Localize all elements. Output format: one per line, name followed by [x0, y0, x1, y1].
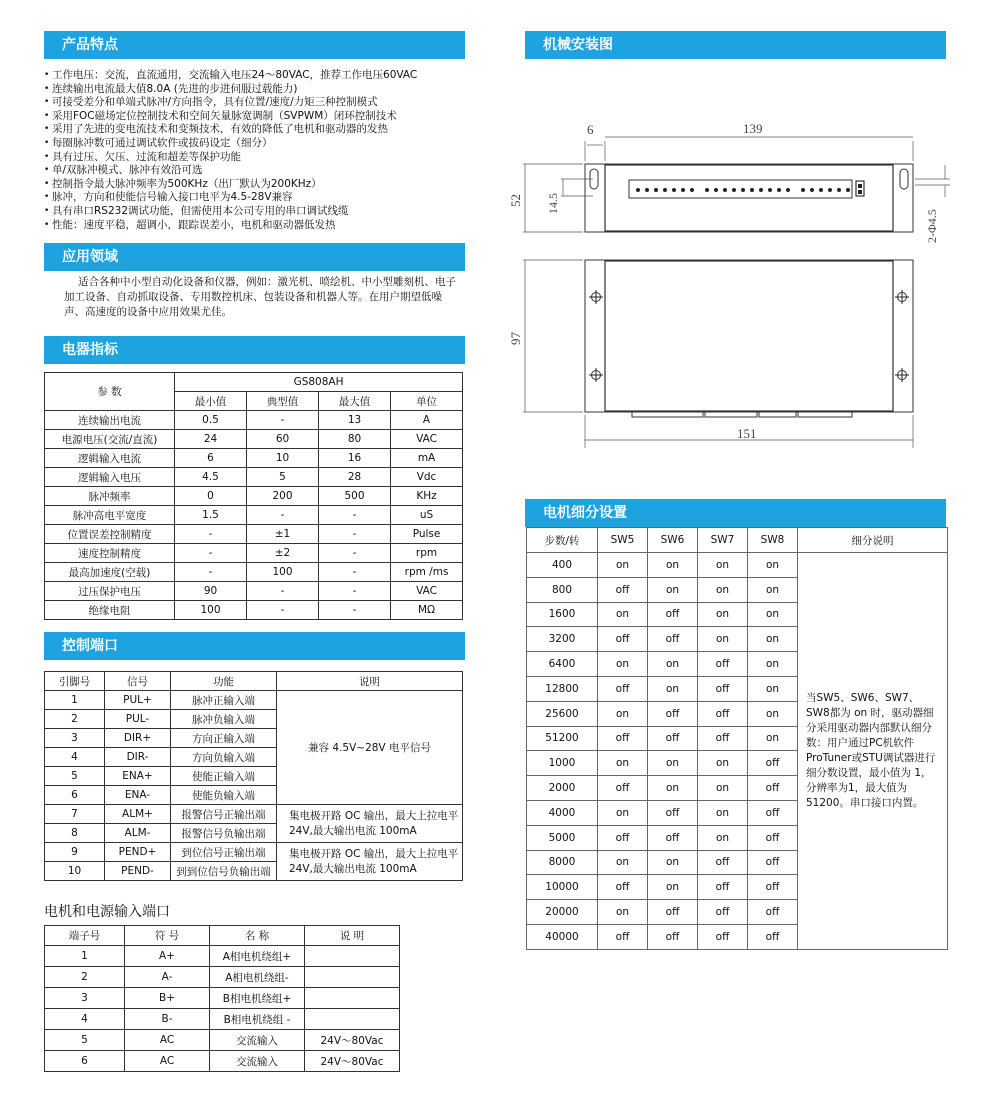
cell-switch: off: [648, 627, 698, 652]
cell-sym: AC: [125, 1051, 210, 1072]
cell-switch: on: [648, 676, 698, 701]
cell-unit: rpm: [391, 544, 463, 563]
cell-name: 逻辑输入电压: [45, 468, 175, 487]
cell-signal: ALM-: [105, 824, 171, 843]
electrical-spec-table: [44, 372, 463, 620]
cell-max: -: [319, 506, 391, 525]
cell-steps: 1000: [527, 751, 598, 776]
cell-unit: Vdc: [391, 468, 463, 487]
cell-switch: off: [598, 726, 648, 751]
cell-pin: 6: [45, 786, 105, 805]
cell-steps: 400: [527, 553, 598, 578]
cell-min: -: [175, 563, 247, 582]
col-header: 信号: [105, 672, 171, 691]
cell-switch: on: [648, 850, 698, 875]
cell-switch: off: [698, 726, 748, 751]
cell-steps: 25600: [527, 701, 598, 726]
dim-139: 139: [743, 121, 763, 136]
cell-switch: off: [648, 602, 698, 627]
cell-switch: off: [748, 924, 798, 949]
cell-name: 最高加速度(空载): [45, 563, 175, 582]
cell-switch: on: [748, 627, 798, 652]
cell-desc: [305, 1009, 400, 1030]
cell-switch: on: [598, 701, 648, 726]
table-row: [45, 487, 463, 506]
cell-switch: off: [748, 875, 798, 900]
cell-switch: off: [748, 800, 798, 825]
cell-max: -: [319, 582, 391, 601]
cell-switch: on: [748, 577, 798, 602]
cell-max: -: [319, 525, 391, 544]
cell-name: A相电机绕组-: [210, 967, 305, 988]
cell-switch: on: [598, 553, 648, 578]
cell-name: 逻辑输入电流: [45, 449, 175, 468]
cell-name: 交流输入: [210, 1030, 305, 1051]
col-header: 单位: [391, 392, 463, 411]
cell-switch: on: [748, 726, 798, 751]
cell-switch: off: [648, 701, 698, 726]
section-header-installation: 机械安装图: [525, 31, 946, 59]
cell-name: 过压保护电压: [45, 582, 175, 601]
cell-switch: on: [648, 875, 698, 900]
cell-name: B相电机绕组+: [210, 988, 305, 1009]
cell-switch: on: [598, 900, 648, 925]
cell-switch: on: [598, 652, 648, 677]
power-port-table: [44, 925, 400, 1072]
col-header: 名 称: [210, 926, 305, 946]
col-header: 最大值: [319, 392, 391, 411]
features-list: [44, 69, 464, 232]
col-header: SW8: [748, 528, 798, 553]
cell-steps: 51200: [527, 726, 598, 751]
table-row: [45, 506, 463, 525]
cell-typ: 10: [247, 449, 319, 468]
cell-typ: -: [247, 601, 319, 620]
cell-function: 使能正输入端: [171, 767, 277, 786]
cell-desc: 24V～80Vac: [305, 1051, 400, 1072]
feature-item: • 性能：速度平稳，超调小，跟踪误差小，电机和驱动器低发热: [44, 219, 464, 233]
cell-signal: PUL+: [105, 691, 171, 710]
cell-max: 500: [319, 487, 391, 506]
cell-max: 28: [319, 468, 391, 487]
cell-switch: on: [748, 652, 798, 677]
cell-pin: 10: [45, 862, 105, 881]
applications-text: 适合各种中小型自动化设备和仪器，例如：激光机、喷绘机、中小型雕刻机、电子加工设备、自动抓取设备、专用数控机床、包装设备和机器人等。在用户期望低噪声、高速度的设备中应用效果尤佳。: [64, 276, 456, 318]
cell-min: 24: [175, 430, 247, 449]
table-row: [45, 691, 463, 710]
table-row: [527, 553, 948, 578]
cell-function: 使能负输入端: [171, 786, 277, 805]
cell-no: 4: [45, 1009, 125, 1030]
cell-function: 报警信号负输出端: [171, 824, 277, 843]
cell-switch: off: [648, 825, 698, 850]
feature-item: • 采用了先进的变电流技术和变频技术，有效的降低了电机和驱动器的发热: [44, 123, 464, 137]
cell-desc: [305, 946, 400, 967]
cell-signal: ALM+: [105, 805, 171, 824]
cell-switch: on: [698, 825, 748, 850]
cell-switch: off: [698, 652, 748, 677]
cell-switch: on: [598, 602, 648, 627]
cell-name: 连续输出电流: [45, 411, 175, 430]
cell-switch: off: [748, 776, 798, 801]
cell-signal: PEND+: [105, 843, 171, 862]
cell-switch: on: [648, 652, 698, 677]
col-header: 细分说明: [798, 528, 948, 553]
cell-steps: 8000: [527, 850, 598, 875]
cell-switch: off: [598, 627, 648, 652]
cell-typ: -: [247, 506, 319, 525]
col-header: 功能: [171, 672, 277, 691]
cell-switch: off: [598, 676, 648, 701]
cell-switch: on: [748, 602, 798, 627]
feature-item: • 工作电压：交流，直流通用，交流输入电压24～80VAC，推荐工作电压60VAC: [44, 69, 464, 83]
cell-function: 方向正输入端: [171, 729, 277, 748]
feature-item: • 具有过压、欠压、过流和超差等保护功能: [44, 151, 464, 165]
cell-function: 到到位信号负输出端: [171, 862, 277, 881]
section-header-control: 控制端口: [44, 632, 465, 660]
cell-max: -: [319, 544, 391, 563]
cell-unit: A: [391, 411, 463, 430]
cell-switch: on: [648, 776, 698, 801]
feature-item: • 脉冲，方向和使能信号输入接口电平为4.5-28V兼容: [44, 191, 464, 205]
col-header: SW6: [648, 528, 698, 553]
col-header: 最小值: [175, 392, 247, 411]
cell-function: 报警信号正输出端: [171, 805, 277, 824]
cell-name: 交流输入: [210, 1051, 305, 1072]
cell-max: 13: [319, 411, 391, 430]
col-header: SW5: [598, 528, 648, 553]
cell-switch: on: [648, 553, 698, 578]
cell-signal: DIR+: [105, 729, 171, 748]
cell-min: 0: [175, 487, 247, 506]
feature-item: • 控制指令最大脉冲频率为500KHz（出厂默认为200KHz）: [44, 178, 464, 192]
col-header: 端子号: [45, 926, 125, 946]
cell-no: 2: [45, 967, 125, 988]
cell-typ: ±2: [247, 544, 319, 563]
cell-switch: on: [698, 553, 748, 578]
dim-151: 151: [737, 426, 757, 441]
dim-6: 6: [587, 122, 594, 137]
cell-switch: on: [648, 751, 698, 776]
cell-min: -: [175, 525, 247, 544]
cell-unit: VAC: [391, 582, 463, 601]
cell-typ: -: [247, 582, 319, 601]
cell-switch: off: [648, 800, 698, 825]
cell-pin: 3: [45, 729, 105, 748]
table-row: [45, 1009, 400, 1030]
installation-drawing: [505, 115, 955, 455]
section-header-electrical: 电器指标: [44, 336, 465, 364]
cell-steps: 4000: [527, 800, 598, 825]
dim-14-5: 14.5: [546, 193, 560, 214]
feature-item: • 每圈脉冲数可通过调试软件或拔码设定（细分）: [44, 137, 464, 151]
cell-switch: on: [598, 751, 648, 776]
table-row: [45, 601, 463, 620]
dim-hole: 2-Φ4.5: [925, 209, 939, 243]
table-row: [45, 988, 400, 1009]
cell-typ: 200: [247, 487, 319, 506]
cell-switch: off: [698, 875, 748, 900]
mount-slot-right: [900, 169, 908, 189]
cell-unit: VAC: [391, 430, 463, 449]
cell-switch: off: [748, 850, 798, 875]
cell-unit: MΩ: [391, 601, 463, 620]
cell-signal: ENA+: [105, 767, 171, 786]
col-header: 步数/转: [527, 528, 598, 553]
cell-switch: on: [698, 751, 748, 776]
cell-unit: KHz: [391, 487, 463, 506]
desc-alarm: 集电极开路 OC 输出，最大上拉电平 24V,最大输出电流 100mA: [277, 805, 463, 843]
feature-item: • 具有串口RS232调试功能，但需使用本公司专用的串口调试线缆: [44, 205, 464, 219]
cell-desc: [305, 988, 400, 1009]
col-header: 说 明: [305, 926, 400, 946]
cell-steps: 800: [527, 577, 598, 602]
driver-front-outline: [585, 260, 913, 412]
feature-item: • 可接受差分和单端式脉冲/方向指令，具有位置/速度/力矩三种控制模式: [44, 96, 464, 110]
cell-name: 速度控制精度: [45, 544, 175, 563]
col-header: 说明: [277, 672, 463, 691]
cell-typ: -: [247, 411, 319, 430]
cell-switch: on: [598, 800, 648, 825]
cell-sym: AC: [125, 1030, 210, 1051]
feature-item: • 连续输出电流最大值8.0A (先进的步进伺服过载能力): [44, 83, 464, 97]
cell-sym: B-: [125, 1009, 210, 1030]
cell-min: 100: [175, 601, 247, 620]
cell-name: B相电机绕组 -: [210, 1009, 305, 1030]
cell-typ: 60: [247, 430, 319, 449]
cell-switch: off: [698, 676, 748, 701]
cell-max: 80: [319, 430, 391, 449]
cell-switch: on: [598, 850, 648, 875]
cell-sym: A+: [125, 946, 210, 967]
cell-min: 0.5: [175, 411, 247, 430]
cell-switch: on: [748, 553, 798, 578]
cell-signal: DIR-: [105, 748, 171, 767]
cell-steps: 1600: [527, 602, 598, 627]
cell-max: -: [319, 563, 391, 582]
cell-function: 脉冲负输入端: [171, 710, 277, 729]
cell-function: 方向负输入端: [171, 748, 277, 767]
cell-max: -: [319, 601, 391, 620]
cell-steps: 12800: [527, 676, 598, 701]
cell-signal: PEND-: [105, 862, 171, 881]
cell-min: 1.5: [175, 506, 247, 525]
cell-switch: on: [748, 676, 798, 701]
section-header-applications: 应用领域: [44, 243, 465, 271]
cell-steps: 3200: [527, 627, 598, 652]
table-row: [45, 843, 463, 862]
cell-switch: off: [698, 900, 748, 925]
control-port-table: [44, 671, 463, 881]
subdivision-table: [526, 527, 948, 950]
cell-sym: A-: [125, 967, 210, 988]
cell-unit: rpm /ms: [391, 563, 463, 582]
cell-switch: off: [648, 924, 698, 949]
table-row: [45, 967, 400, 988]
cell-switch: off: [648, 726, 698, 751]
cell-switch: on: [648, 577, 698, 602]
cell-switch: off: [598, 825, 648, 850]
cell-name: 脉冲高电平宽度: [45, 506, 175, 525]
cell-function: 脉冲正输入端: [171, 691, 277, 710]
cell-switch: off: [598, 776, 648, 801]
cell-switch: off: [598, 924, 648, 949]
cell-steps: 40000: [527, 924, 598, 949]
cell-switch: on: [748, 701, 798, 726]
cell-no: 1: [45, 946, 125, 967]
cell-no: 5: [45, 1030, 125, 1051]
cell-steps: 2000: [527, 776, 598, 801]
cell-pin: 1: [45, 691, 105, 710]
cell-steps: 10000: [527, 875, 598, 900]
desc-pend: 集电极开路 OC 输出，最大上拉电平 24V,最大输出电流 100mA: [277, 843, 463, 881]
desc-input: 兼容 4.5V~28V 电平信号: [277, 691, 463, 805]
cell-pin: 4: [45, 748, 105, 767]
col-header: 引脚号: [45, 672, 105, 691]
cell-signal: PUL-: [105, 710, 171, 729]
cell-switch: on: [698, 800, 748, 825]
cell-desc: [305, 967, 400, 988]
table-row: [45, 525, 463, 544]
cell-min: 90: [175, 582, 247, 601]
table-row: [45, 411, 463, 430]
model-header: GS808AH: [175, 373, 463, 392]
cell-signal: ENA-: [105, 786, 171, 805]
cell-min: 4.5: [175, 468, 247, 487]
cell-steps: 20000: [527, 900, 598, 925]
cell-steps: 6400: [527, 652, 598, 677]
cell-switch: on: [698, 602, 748, 627]
dim-97: 97: [508, 332, 523, 345]
cell-steps: 5000: [527, 825, 598, 850]
cell-pin: 2: [45, 710, 105, 729]
cell-switch: off: [648, 900, 698, 925]
cell-pin: 7: [45, 805, 105, 824]
section-header-features: 产品特点: [44, 31, 465, 59]
cell-switch: off: [698, 924, 748, 949]
cell-switch: off: [748, 751, 798, 776]
cell-switch: off: [598, 875, 648, 900]
cell-min: 6: [175, 449, 247, 468]
cell-switch: on: [698, 627, 748, 652]
cell-max: 16: [319, 449, 391, 468]
cell-pin: 5: [45, 767, 105, 786]
dim-52: 52: [508, 194, 523, 207]
table-row: [45, 430, 463, 449]
cell-name: 位置误差控制精度: [45, 525, 175, 544]
cell-no: 3: [45, 988, 125, 1009]
section-header-subdivision: 电机细分设置: [525, 499, 946, 527]
table-row: [45, 805, 463, 824]
cell-typ: 5: [247, 468, 319, 487]
table-row: [45, 946, 400, 967]
table-row: [45, 1051, 400, 1072]
table-row: [45, 563, 463, 582]
param-header: 参 数: [45, 373, 175, 411]
col-header: 符 号: [125, 926, 210, 946]
cell-name: 绝缘电阻: [45, 601, 175, 620]
cell-name: 电源电压(交流/直流): [45, 430, 175, 449]
cell-function: 到位信号正输出端: [171, 843, 277, 862]
cell-switch: off: [748, 825, 798, 850]
cell-pin: 9: [45, 843, 105, 862]
cell-switch: off: [698, 850, 748, 875]
cell-unit: Pulse: [391, 525, 463, 544]
cell-sym: B+: [125, 988, 210, 1009]
cell-name: A相电机绕组+: [210, 946, 305, 967]
table-row: [45, 468, 463, 487]
cell-switch: off: [748, 900, 798, 925]
cell-name: 脉冲频率: [45, 487, 175, 506]
feature-item: • 采用FOC磁场定位控制技术和空间矢量脉宽调制（SVPWM）闭环控制技术: [44, 110, 464, 124]
cell-min: -: [175, 544, 247, 563]
cell-pin: 8: [45, 824, 105, 843]
cell-typ: ±1: [247, 525, 319, 544]
col-header: 典型值: [247, 392, 319, 411]
cell-unit: uS: [391, 506, 463, 525]
cell-switch: off: [598, 577, 648, 602]
table-row: [45, 544, 463, 563]
cell-switch: on: [698, 577, 748, 602]
cell-desc: 24V～80Vac: [305, 1030, 400, 1051]
section-title-power: 电机和电源输入端口: [44, 904, 170, 920]
subdiv-note: 当SW5、SW6、SW7、SW8都为 on 时，驱动器细分采用驱动器内部默认细分数：用户通过PC机软件ProTuner或STU调试器进行细分数设置，最小值为 1，分辨率为1，最大值为51200。串口接口内置。: [798, 553, 948, 950]
cell-typ: 100: [247, 563, 319, 582]
table-row: [45, 1030, 400, 1051]
terminal-block: [629, 180, 852, 198]
table-row: [45, 449, 463, 468]
feature-item: • 单/双脉冲模式、脉冲有效沿可选: [44, 164, 464, 178]
cell-switch: on: [698, 776, 748, 801]
table-row: [45, 582, 463, 601]
cell-unit: mA: [391, 449, 463, 468]
cell-switch: off: [698, 701, 748, 726]
col-header: SW7: [698, 528, 748, 553]
cell-no: 6: [45, 1051, 125, 1072]
